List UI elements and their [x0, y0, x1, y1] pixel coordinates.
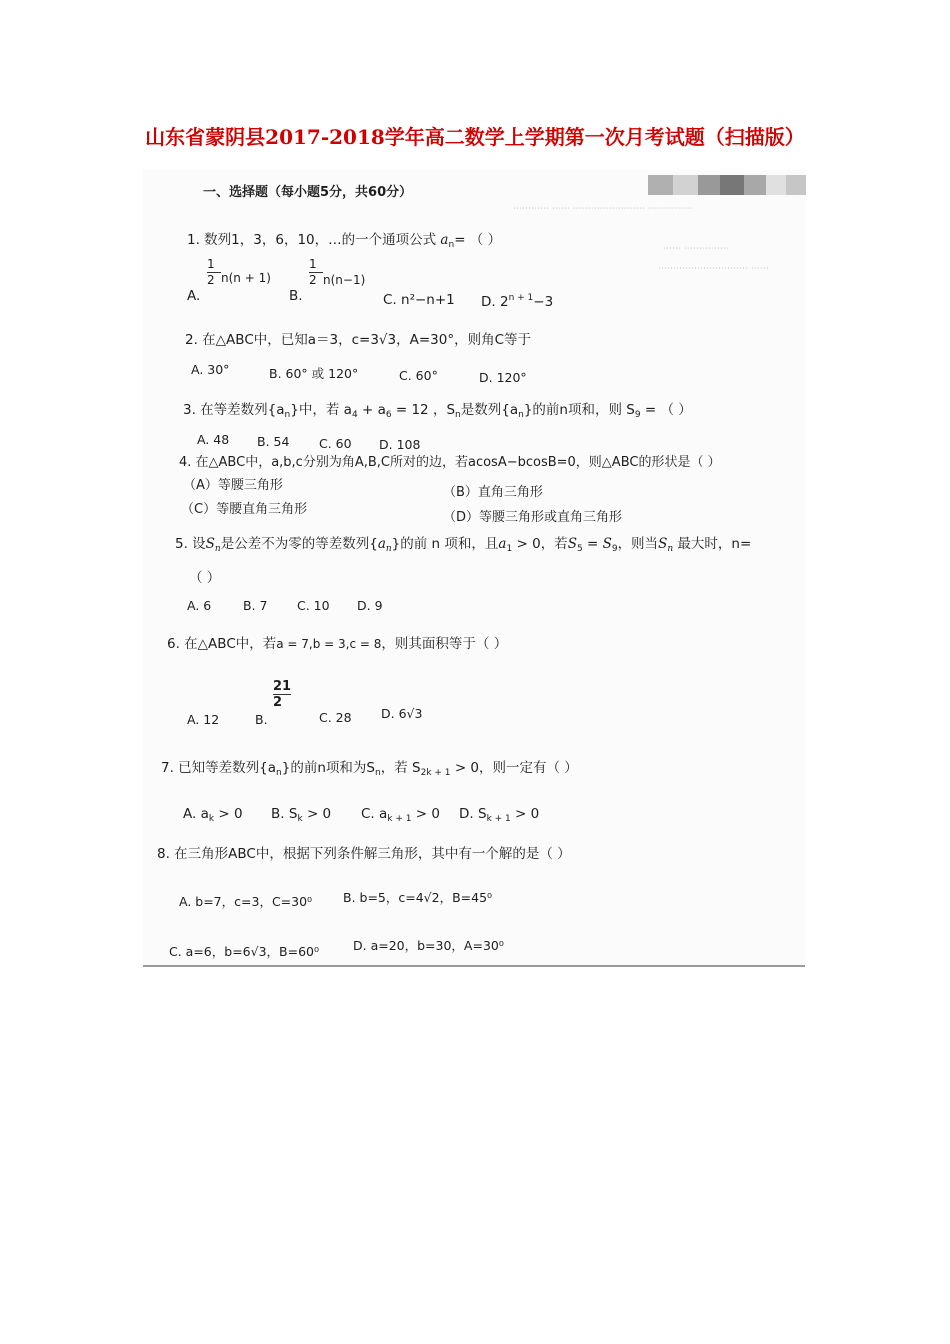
bleed-through-text: ⋯⋯⋯⋯ ⋯⋯ ⋯⋯⋯⋯⋯⋯⋯⋯ ⋯⋯⋯⋯⋯	[513, 204, 693, 214]
question-6-option-c: C. 28	[319, 710, 352, 725]
question-5-option-d: D. 9	[357, 598, 383, 613]
question-8-option-b: B. b=5，c=4√2，B=45⁰	[343, 890, 493, 905]
question-7-option-a: A. $a_k > 0$	[183, 806, 243, 824]
question-1-stem: 1. 数列1，3，6，10，…的一个通项公式 $a_n=$ （ ）	[187, 232, 502, 250]
question-4-stem: 4. 在△ABC中，a,b,c分别为角A,B,C所对的边，若acosA−bcosB=0，则△ABC的形状是（ ）	[179, 455, 721, 470]
fraction-half: 1 2	[207, 258, 221, 287]
question-2-option-b: B. 60° 或 120°	[269, 366, 359, 381]
bleed-through-text: ⋯⋯ ⋯⋯⋯⋯⋯	[663, 244, 729, 254]
question-6-option-d: D. 6√3	[381, 706, 423, 721]
question-7-option-b: B. $S_k > 0$	[271, 806, 332, 824]
question-4-option-b: （B）直角三角形	[443, 485, 543, 500]
question-8-option-c: C. a=6，b=6√3，B=60⁰	[169, 944, 320, 959]
question-8-option-a: A. b=7，c=3，C=30⁰	[179, 894, 313, 909]
fraction-half: 1 2	[309, 258, 323, 287]
section-heading: 一、选择题（每小题5分，共60分）	[203, 185, 413, 200]
question-6-option-b: B.	[255, 712, 268, 727]
question-5-option-a: A. 6	[187, 598, 212, 613]
question-3-stem: 3. 在等差数列$\{a_n\}$中，若 $a_4 + a_6 = 12$ ，$S_n$是数列$\{a_n\}$的前n项和，则 $S_9$ = （ ）	[183, 402, 692, 420]
question-4-option-d: （D）等腰三角形或直角三角形	[443, 510, 623, 525]
question-8-stem: 8. 在三角形ABC中，根据下列条件解三角形，其中有一个解的是（ ）	[157, 846, 571, 862]
question-7-stem: 7. 已知等差数列$\{a_n\}$的前n项和为$S_n$，若 $S_{2k + 1} > 0$，则一定有（ ）	[161, 760, 578, 778]
question-3-option-d: D. 108	[379, 437, 421, 452]
question-8-option-d: D. a=20，b=30，A=30⁰	[353, 938, 504, 953]
question-5-stem: 5. 设$S_n$是公差不为零的等差数列$\{a_n\}$的前 n 项和，且$a_1 > 0$，若$S_5 = S_9$，则当$S_n$ 最大时，n=	[175, 536, 752, 554]
question-4-option-c: （C）等腰直角三角形	[181, 502, 308, 517]
question-2-stem: 2. 在△ABC中，已知a＝3，c=3√3，A=30°，则角C等于	[185, 332, 532, 348]
question-2-option-d: D. 120°	[479, 370, 527, 385]
question-2-option-c: C. 60°	[399, 368, 438, 383]
question-6-option-a: A. 12	[187, 712, 220, 727]
scanned-exam-page	[143, 170, 805, 967]
question-6-stem: 6. 在△ABC中，若a = 7,b = 3,c = 8，则其面积等于（ ）	[167, 636, 508, 652]
question-5-answer-paren: （ ）	[189, 570, 221, 586]
fraction-21-over-2: 21 2	[273, 679, 292, 710]
question-2-option-a: A. 30°	[191, 362, 230, 377]
question-3-option-a: A. 48	[197, 432, 230, 447]
question-1-option-a: A.	[187, 288, 201, 304]
question-1-option-c: C. n²−n+1	[383, 292, 455, 308]
document-title: 山东省蒙阴县2017-2018学年高二数学上学期第一次月考试题（扫描版）	[145, 125, 805, 149]
question-5-option-c: C. 10	[297, 598, 330, 613]
question-3-option-b: B. 54	[257, 434, 290, 449]
question-4-option-a: （A）等腰三角形	[183, 478, 283, 493]
question-3-option-c: C. 60	[319, 436, 352, 451]
question-7-option-d: D. $S_{k + 1} > 0$	[459, 806, 540, 824]
question-1-option-b-expr: n(n−1)	[323, 273, 366, 287]
redacted-header-block	[648, 172, 806, 198]
question-1-option-a-expr: n(n + 1)	[221, 271, 271, 285]
question-1-option-d: D. $2^{n + 1}-3$	[481, 293, 554, 310]
question-7-option-c: C. $a_{k + 1} > 0$	[361, 806, 440, 824]
question-5-option-b: B. 7	[243, 598, 268, 613]
question-1-option-b: B.	[289, 288, 303, 304]
bleed-through-text: ⋯⋯⋯⋯⋯⋯⋯⋯⋯⋯ ⋯⋯	[658, 264, 769, 274]
